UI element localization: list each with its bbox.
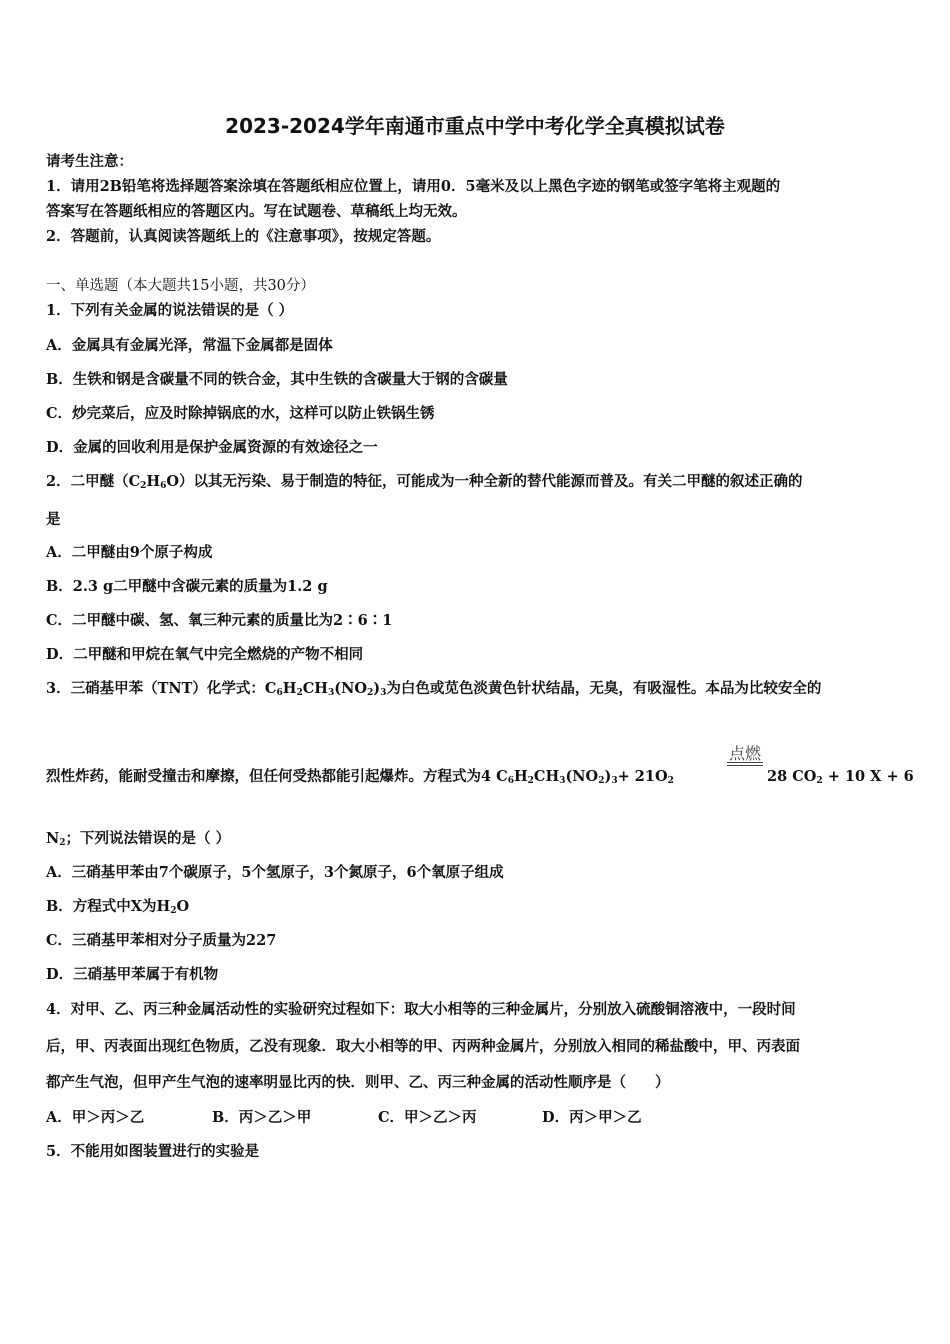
q1-option-b: B．生铁和钢是含碳量不同的铁合金，其中生铁的含碳量大于钢的含碳量 bbox=[46, 371, 508, 388]
q4-option-c: C．甲＞乙＞丙 bbox=[378, 1109, 477, 1126]
q3-option-c: C．三硝基甲苯相对分子质量为227 bbox=[46, 932, 277, 949]
q3-stem: 3．三硝基甲苯（TNT）化学式：$C_6H_2CH_3(NO_2)_3$为白色或苋色淡黄色针状结晶，无臭，有吸湿性。本品为比较安全的 bbox=[46, 680, 822, 698]
section-heading: 一、单选题（本大题共15小题，共30分） bbox=[46, 278, 315, 294]
q1-option-d: D．金属的回收利用是保护金属资源的有效途径之一 bbox=[46, 439, 378, 456]
q1-option-a: A．金属具有金属光泽，常温下金属都是固体 bbox=[46, 337, 333, 354]
equals-bar-top bbox=[727, 762, 763, 763]
q1-stem: 1．下列有关金属的说法错误的是（ ） bbox=[46, 302, 294, 319]
notice-heading: 请考生注意： bbox=[46, 153, 133, 170]
q2-stem-cont: 是 bbox=[46, 511, 61, 528]
notice-line-2: 答案写在答题纸相应的答题区内。写在试题卷、草稿纸上均无效。 bbox=[46, 203, 467, 220]
q2-option-b: B．2.3 g二甲醚中含碳元素的质量为1.2 g bbox=[46, 578, 328, 595]
q3-option-d: D．三硝基甲苯属于有机物 bbox=[46, 966, 219, 983]
equals-bar-bottom bbox=[727, 765, 763, 766]
q3-stem-cont: $N_2$；下列说法错误的是（ ） bbox=[46, 830, 231, 848]
page-title: 2023-2024学年南通市重点中学中考化学全真模拟试卷 bbox=[225, 114, 725, 138]
q4-option-b: B．丙＞乙＞甲 bbox=[212, 1109, 312, 1126]
q3-option-a: A．三硝基甲苯由7个碳原子，5个氢原子，3个氮原子，6个氧原子组成 bbox=[46, 864, 504, 881]
notice-line-3: 2．答题前，认真阅读答题纸上的《注意事项》，按规定答题。 bbox=[46, 228, 441, 245]
q4-stem-line-3: 都产生气泡，但甲产生气泡的速率明显比丙的快．则甲、乙、丙三种金属的活动性顺序是（ ） bbox=[46, 1074, 670, 1091]
q3-equation-right: 28 $CO_2 + 10$ X + 6 bbox=[767, 768, 914, 786]
q4-stem-line-2: 后，甲、丙表面出现红色物质，乙没有现象．取大小相等的甲、丙两种金属片，分别放入相同的稀盐酸中，甲、丙表面 bbox=[46, 1038, 800, 1055]
q4-option-a: A．甲＞丙＞乙 bbox=[46, 1109, 145, 1126]
q1-option-c: C．炒完菜后，应及时除掉锅底的水，这样可以防止铁锅生锈 bbox=[46, 405, 435, 422]
q2-option-c: C．二甲醚中碳、氢、氧三种元素的质量比为2∶6∶1 bbox=[46, 612, 393, 629]
q4-option-d: D．丙＞甲＞乙 bbox=[542, 1109, 642, 1126]
q4-stem-line-1: 4．对甲、乙、丙三种金属活动性的实验研究过程如下：取大小相等的三种金属片，分别放入硫酸铜溶液中，一段时间 bbox=[46, 1001, 796, 1018]
q3-equation-left: 烈性炸药，能耐受撞击和摩擦，但任何受热都能引起爆炸。方程式为4 $C_6H_2CH_3(NO_2)_3+ 21O_2$ bbox=[46, 768, 674, 786]
q3-option-b: B．方程式中X为$H_2O$ bbox=[46, 898, 190, 916]
q2-stem: 2．二甲醚$(C_2H_6O)$以其无污染、易于制造的特征，可能成为一种全新的替代能源而普及。有关二甲醚的叙述正确的 bbox=[46, 473, 803, 491]
q2-option-d: D．二甲醚和甲烷在氧气中完全燃烧的产物不相同 bbox=[46, 646, 364, 663]
reaction-condition: 点燃 bbox=[728, 744, 761, 763]
q5-stem: 5．不能用如图装置进行的实验是 bbox=[46, 1143, 260, 1160]
notice-line-1: 1．请用2B铅笔将选择题答案涂填在答题纸相应位置上，请用0．5毫米及以上黑色字迹的钢笔或签字笔将主观题的 bbox=[46, 178, 781, 195]
q2-option-a: A．二甲醚由9个原子构成 bbox=[46, 544, 213, 561]
